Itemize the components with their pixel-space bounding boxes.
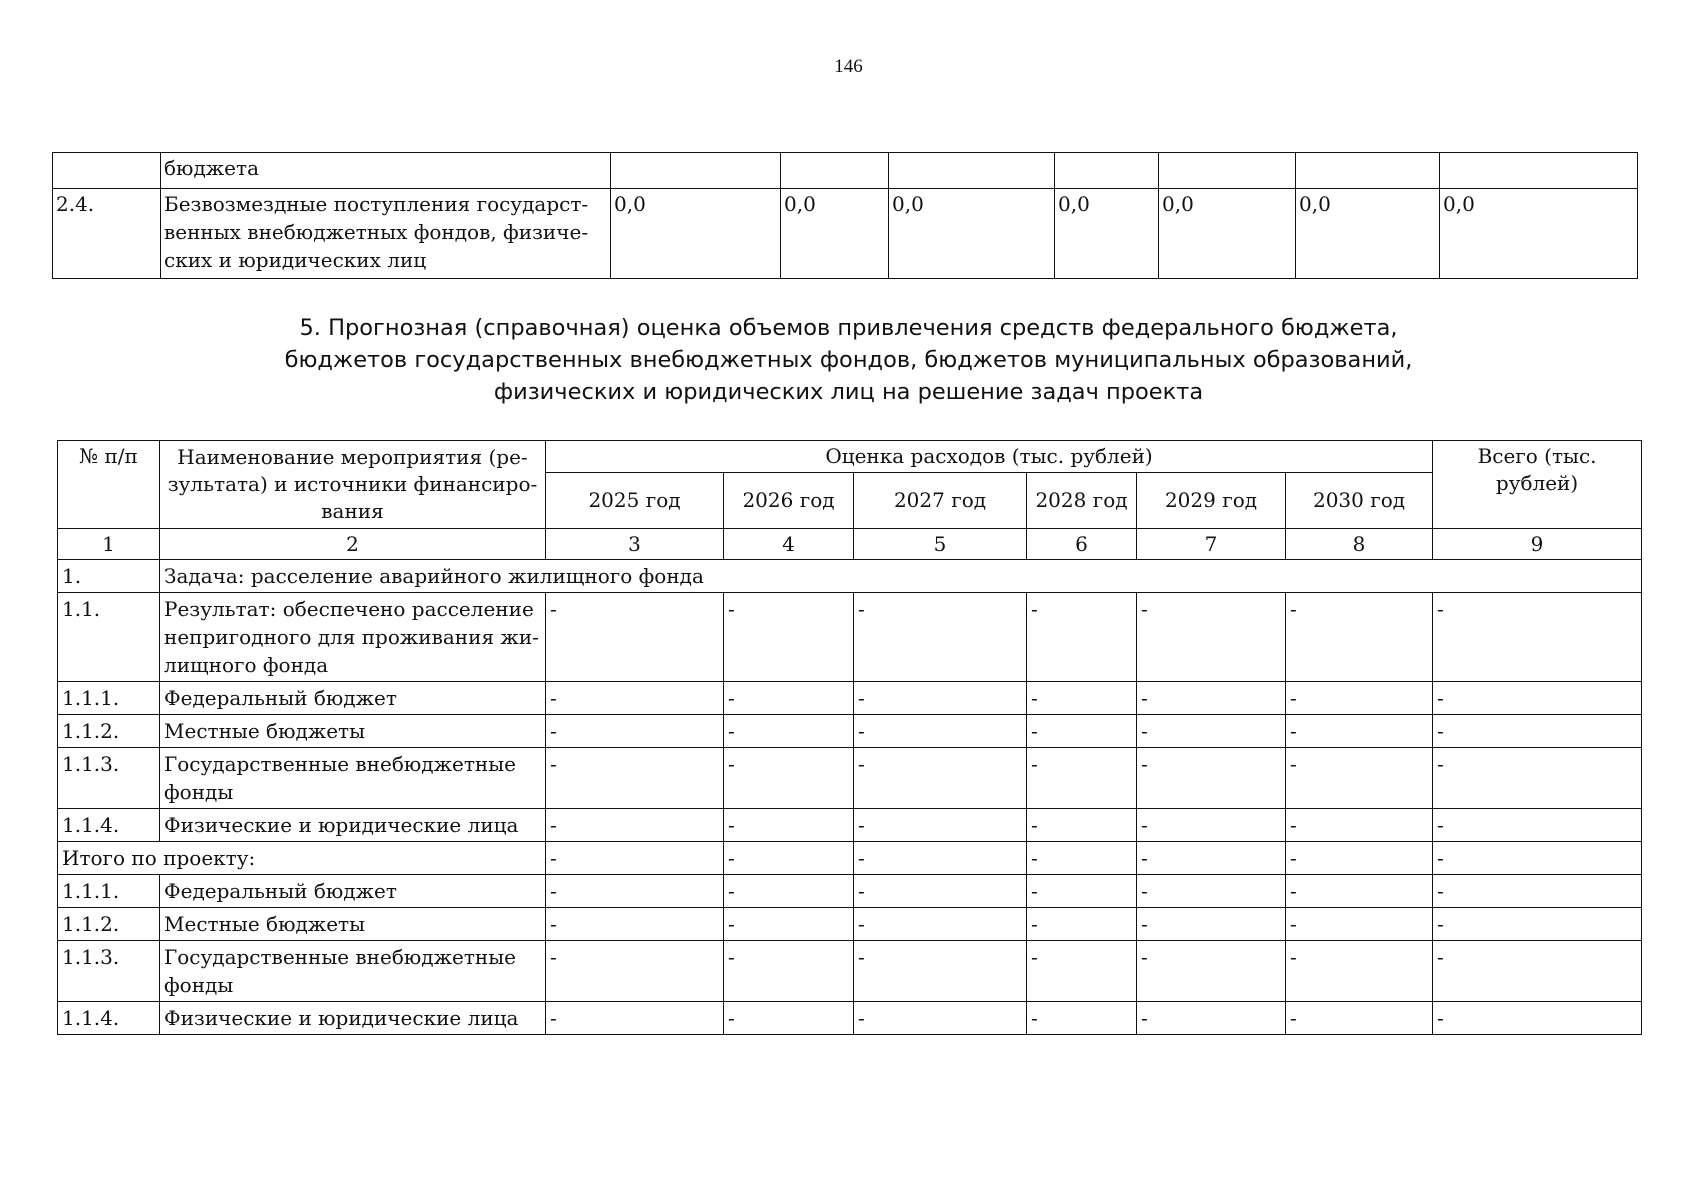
value-cell: 0,0	[781, 189, 889, 279]
total-label: Итого по проекту:	[58, 842, 546, 875]
value-cell: -	[1286, 809, 1433, 842]
row-number: 1.1.4.	[58, 1002, 160, 1035]
value-cell: -	[1286, 715, 1433, 748]
value-cell: -	[724, 682, 854, 715]
value-cell: -	[1027, 908, 1137, 941]
row-name: Государственные внебюджетные фонды	[160, 748, 546, 809]
column-number: 8	[1286, 529, 1433, 560]
value-cell: -	[724, 875, 854, 908]
value-cell: -	[1027, 809, 1137, 842]
column-number: 1	[58, 529, 160, 560]
value-cell: 0,0	[889, 189, 1055, 279]
value-cell: -	[1137, 941, 1286, 1002]
value-cell: -	[1433, 1002, 1642, 1035]
value-cell: -	[546, 748, 724, 809]
year-header: 2029 год	[1137, 473, 1286, 529]
year-header: 2025 год	[546, 473, 724, 529]
value-cell: -	[724, 809, 854, 842]
row-name: Физические и юридические лица	[160, 809, 546, 842]
column-number: 9	[1433, 529, 1642, 560]
row-number: 1.1.3.	[58, 748, 160, 809]
column-number: 4	[724, 529, 854, 560]
value-cell: -	[1137, 593, 1286, 682]
header-total: Всего (тыс. рублей)	[1433, 441, 1642, 529]
row-number: 1.1.1.	[58, 875, 160, 908]
row-name: Безвозмездные поступления государст-венных внебюджетных фондов, физиче-ских и юридических лиц	[161, 189, 611, 279]
row-name: Местные бюджеты	[160, 715, 546, 748]
header-name: Наименование мероприятия (ре-зультата) и источники финансиро-вания	[160, 441, 546, 529]
section-title-line: физических и юридических лиц на решение задач проекта	[493, 379, 1204, 405]
year-header: 2030 год	[1286, 473, 1433, 529]
year-header: 2028 год	[1027, 473, 1137, 529]
value-cell: -	[1433, 875, 1642, 908]
value-cell: -	[724, 593, 854, 682]
row-name: бюджета	[161, 153, 611, 189]
row-name: Результат: обеспечено расселение непригодного для проживания жи-лищного фонда	[160, 593, 546, 682]
value-cell	[1440, 153, 1638, 189]
year-header: 2026 год	[724, 473, 854, 529]
value-cell: -	[1027, 875, 1137, 908]
row-name: Физические и юридические лица	[160, 1002, 546, 1035]
value-cell: -	[1433, 941, 1642, 1002]
value-cell: 0,0	[1055, 189, 1159, 279]
value-cell: 0,0	[1296, 189, 1440, 279]
value-cell	[889, 153, 1055, 189]
value-cell: -	[546, 875, 724, 908]
column-number: 5	[854, 529, 1027, 560]
value-cell: -	[1286, 908, 1433, 941]
row-number: 1.1.2.	[58, 908, 160, 941]
value-cell: -	[1137, 809, 1286, 842]
table-row	[58, 748, 1642, 809]
row-number: 1.1.	[58, 593, 160, 682]
value-cell	[1296, 153, 1440, 189]
value-cell: -	[724, 748, 854, 809]
continuation-table	[52, 152, 1638, 279]
section-title-line: бюджетов государственных внебюджетных фондов, бюджетов муниципальных образований,	[284, 347, 1413, 373]
value-cell: -	[1027, 593, 1137, 682]
year-header: 2027 год	[854, 473, 1027, 529]
value-cell: -	[546, 842, 724, 875]
value-cell: -	[724, 1002, 854, 1035]
value-cell: -	[1433, 715, 1642, 748]
column-number: 6	[1027, 529, 1137, 560]
header-num: № п/п	[58, 441, 160, 529]
value-cell: -	[546, 941, 724, 1002]
value-cell: -	[1433, 908, 1642, 941]
value-cell: -	[1027, 715, 1137, 748]
value-cell: -	[1433, 748, 1642, 809]
value-cell: -	[1286, 941, 1433, 1002]
value-cell: -	[1433, 682, 1642, 715]
page-number: 146	[834, 56, 863, 77]
value-cell: 0,0	[1440, 189, 1638, 279]
column-number: 2	[160, 529, 546, 560]
table-row	[58, 875, 1642, 908]
row-number: 1.1.2.	[58, 715, 160, 748]
value-cell: -	[724, 842, 854, 875]
header-row	[58, 441, 1642, 473]
task-number: 1.	[58, 560, 160, 593]
value-cell: 0,0	[1159, 189, 1296, 279]
value-cell: -	[854, 748, 1027, 809]
value-cell: -	[1137, 682, 1286, 715]
section-title-line: 5. Прогнозная (справочная) оценка объемов привлечения средств федерального бюджета,	[299, 315, 1398, 341]
value-cell: -	[1137, 875, 1286, 908]
value-cell	[1055, 153, 1159, 189]
value-cell: -	[1137, 1002, 1286, 1035]
row-number	[53, 153, 161, 189]
value-cell: -	[546, 682, 724, 715]
table-row	[58, 593, 1642, 682]
value-cell: -	[1286, 875, 1433, 908]
value-cell: -	[1027, 1002, 1137, 1035]
row-number: 2.4.	[53, 189, 161, 279]
value-cell: -	[546, 593, 724, 682]
table-row	[58, 908, 1642, 941]
column-number: 7	[1137, 529, 1286, 560]
value-cell: -	[1286, 748, 1433, 809]
value-cell: -	[1433, 842, 1642, 875]
value-cell: -	[854, 1002, 1027, 1035]
value-cell: -	[724, 715, 854, 748]
table-row	[58, 809, 1642, 842]
value-cell: -	[1286, 593, 1433, 682]
value-cell: -	[546, 809, 724, 842]
task-text: Задача: расселение аварийного жилищного фонда	[160, 560, 1642, 593]
value-cell: -	[724, 941, 854, 1002]
section-title	[0, 312, 1697, 408]
value-cell: -	[1137, 715, 1286, 748]
value-cell: 0,0	[611, 189, 781, 279]
value-cell: -	[546, 1002, 724, 1035]
table-row	[58, 941, 1642, 1002]
value-cell: -	[1137, 748, 1286, 809]
row-number: 1.1.4.	[58, 809, 160, 842]
value-cell: -	[854, 809, 1027, 842]
column-number: 3	[546, 529, 724, 560]
value-cell: -	[1027, 941, 1137, 1002]
value-cell: -	[1433, 593, 1642, 682]
row-name: Государственные внебюджетные фонды	[160, 941, 546, 1002]
row-number: 1.1.1.	[58, 682, 160, 715]
value-cell: -	[546, 908, 724, 941]
value-cell: -	[854, 941, 1027, 1002]
row-name: Федеральный бюджет	[160, 875, 546, 908]
value-cell: -	[1027, 842, 1137, 875]
table-row	[53, 189, 1638, 279]
value-cell	[781, 153, 889, 189]
value-cell: -	[1286, 682, 1433, 715]
value-cell: -	[1027, 682, 1137, 715]
forecast-table	[57, 440, 1642, 1035]
table-row	[53, 153, 1638, 189]
value-cell: -	[854, 875, 1027, 908]
value-cell: -	[724, 908, 854, 941]
column-numbers-row	[58, 529, 1642, 560]
table-row	[58, 1002, 1642, 1035]
value-cell	[1159, 153, 1296, 189]
table-row	[58, 715, 1642, 748]
value-cell: -	[854, 682, 1027, 715]
row-name: Федеральный бюджет	[160, 682, 546, 715]
table-row	[58, 682, 1642, 715]
value-cell	[611, 153, 781, 189]
total-row	[58, 842, 1642, 875]
value-cell: -	[1286, 842, 1433, 875]
value-cell: -	[854, 715, 1027, 748]
value-cell: -	[1286, 1002, 1433, 1035]
task-row	[58, 560, 1642, 593]
value-cell: -	[1137, 842, 1286, 875]
row-number: 1.1.3.	[58, 941, 160, 1002]
header-estimate: Оценка расходов (тыс. рублей)	[546, 441, 1433, 473]
value-cell: -	[1027, 748, 1137, 809]
row-name: Местные бюджеты	[160, 908, 546, 941]
value-cell: -	[854, 593, 1027, 682]
value-cell: -	[854, 908, 1027, 941]
value-cell: -	[546, 715, 724, 748]
value-cell: -	[1433, 809, 1642, 842]
value-cell: -	[1137, 908, 1286, 941]
value-cell: -	[854, 842, 1027, 875]
